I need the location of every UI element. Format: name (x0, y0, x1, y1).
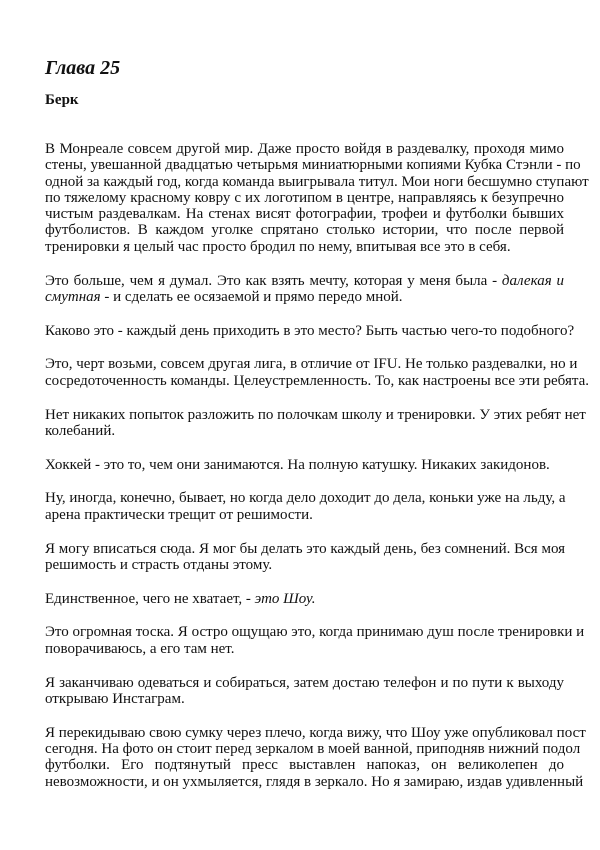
paragraph (45, 675, 564, 708)
text-line: Ну, иногда, конечно, бывает, но когда дело доходит до дела, коньки уже на льду, а (45, 490, 566, 507)
paragraph (45, 724, 586, 790)
text-line: Каково это - каждый день приходить в это место? Быть частью чего-то подобного? (45, 322, 575, 339)
paragraph (45, 624, 585, 657)
text-line: Нет никаких попыток разложить по полочкам школу и тренировки. У этих ребят нет (45, 406, 586, 423)
paragraph (45, 457, 564, 473)
chapter-body (45, 141, 589, 807)
text-line: сосредоточенность команды. Целеустремленность. То, как настроены все эти ребята. (45, 372, 589, 389)
text-segment: - и сделать ее осязаемой и прямо передо мной. (100, 288, 403, 305)
text-line: поворачиваюсь, а его там нет. (45, 640, 235, 657)
paragraph (45, 490, 564, 523)
paragraph (45, 541, 564, 574)
text-segment: Единственное, чего не хватает, - (45, 590, 255, 607)
text-line: Это огромная тоска. Я остро ощущаю это, когда принимаю душ после тренировки и (45, 624, 585, 641)
paragraph (45, 356, 589, 389)
text-segment: Это больше, чем я думал. Это как взять мечту, которая у меня была - (45, 272, 502, 289)
paragraph (45, 406, 586, 440)
text-line (45, 591, 564, 607)
italic-text: далекая и (501, 272, 564, 289)
text-line: невозможности, и он ухмыляется, глядя в зеркало. Но я замираю, издав удивленный (45, 773, 584, 790)
text-line: В Монреале совсем другой мир. Даже просто войдя в раздевалку, проходя мимо (45, 141, 564, 157)
italic-text: это Шоу. (254, 590, 316, 607)
text-line (45, 273, 564, 289)
text-line: открываю Инстаграм. (45, 690, 185, 707)
paragraph (45, 322, 575, 339)
text-line: Хоккей - это то, чем они занимаются. На полную катушку. Никаких закидонов. (45, 456, 550, 473)
text-line: одной за каждый год, когда команда выигрывала титул. Мои ноги бесшумно ступают (45, 173, 589, 190)
text-line: колебаний. (45, 422, 116, 439)
pov-heading: Берк (45, 92, 79, 108)
chapter-title: Глава 25 (45, 57, 121, 79)
text-line: по тяжелому красному ковру с их логотипом в центре, направляясь к безупречно (45, 189, 564, 206)
italic-text: смутная (45, 288, 101, 305)
text-line: решимость и страсть отданы этому. (45, 556, 273, 573)
text-line: Я перекидываю свою сумку через плечо, когда вижу, что Шоу уже опубликовал пост (45, 724, 586, 741)
text-line: футболистов. В каждом уголке спрятано столько истории, что после первой (45, 222, 564, 239)
paragraph (45, 141, 589, 255)
text-line: Это, черт возьми, совсем другая лига, в отличие от IFU. Не только раздевалки, но и (45, 356, 578, 373)
text-line: Я заканчиваю одеваться и собираться, затем достаю телефон и по пути к выходу (45, 674, 564, 691)
text-line: Я могу вписаться сюда. Я мог бы делать это каждый день, без сомнений. Вся моя (45, 540, 566, 557)
text-line: футболки. Его подтянутый пресс выставлен напоказ, он великолепен до (45, 757, 564, 774)
text-line: сегодня. На фото он стоит перед зеркалом в моей ванной, приподняв нижний подол (45, 740, 581, 757)
text-line: стены, увешанной двадцатью четырьмя миниатюрными копиями Кубка Стэнли - по (45, 157, 581, 174)
text-line (45, 289, 564, 305)
paragraph (45, 591, 564, 607)
paragraph (45, 273, 564, 306)
text-line: чистым раздевалкам. На стенах висят фотографии, трофеи и футболки бывших (45, 206, 564, 223)
text-line: арена практически трещит от решимости. (45, 506, 313, 523)
text-line: тренировки я целый час просто бродил по нему, впитывая все это в себя. (45, 238, 511, 255)
